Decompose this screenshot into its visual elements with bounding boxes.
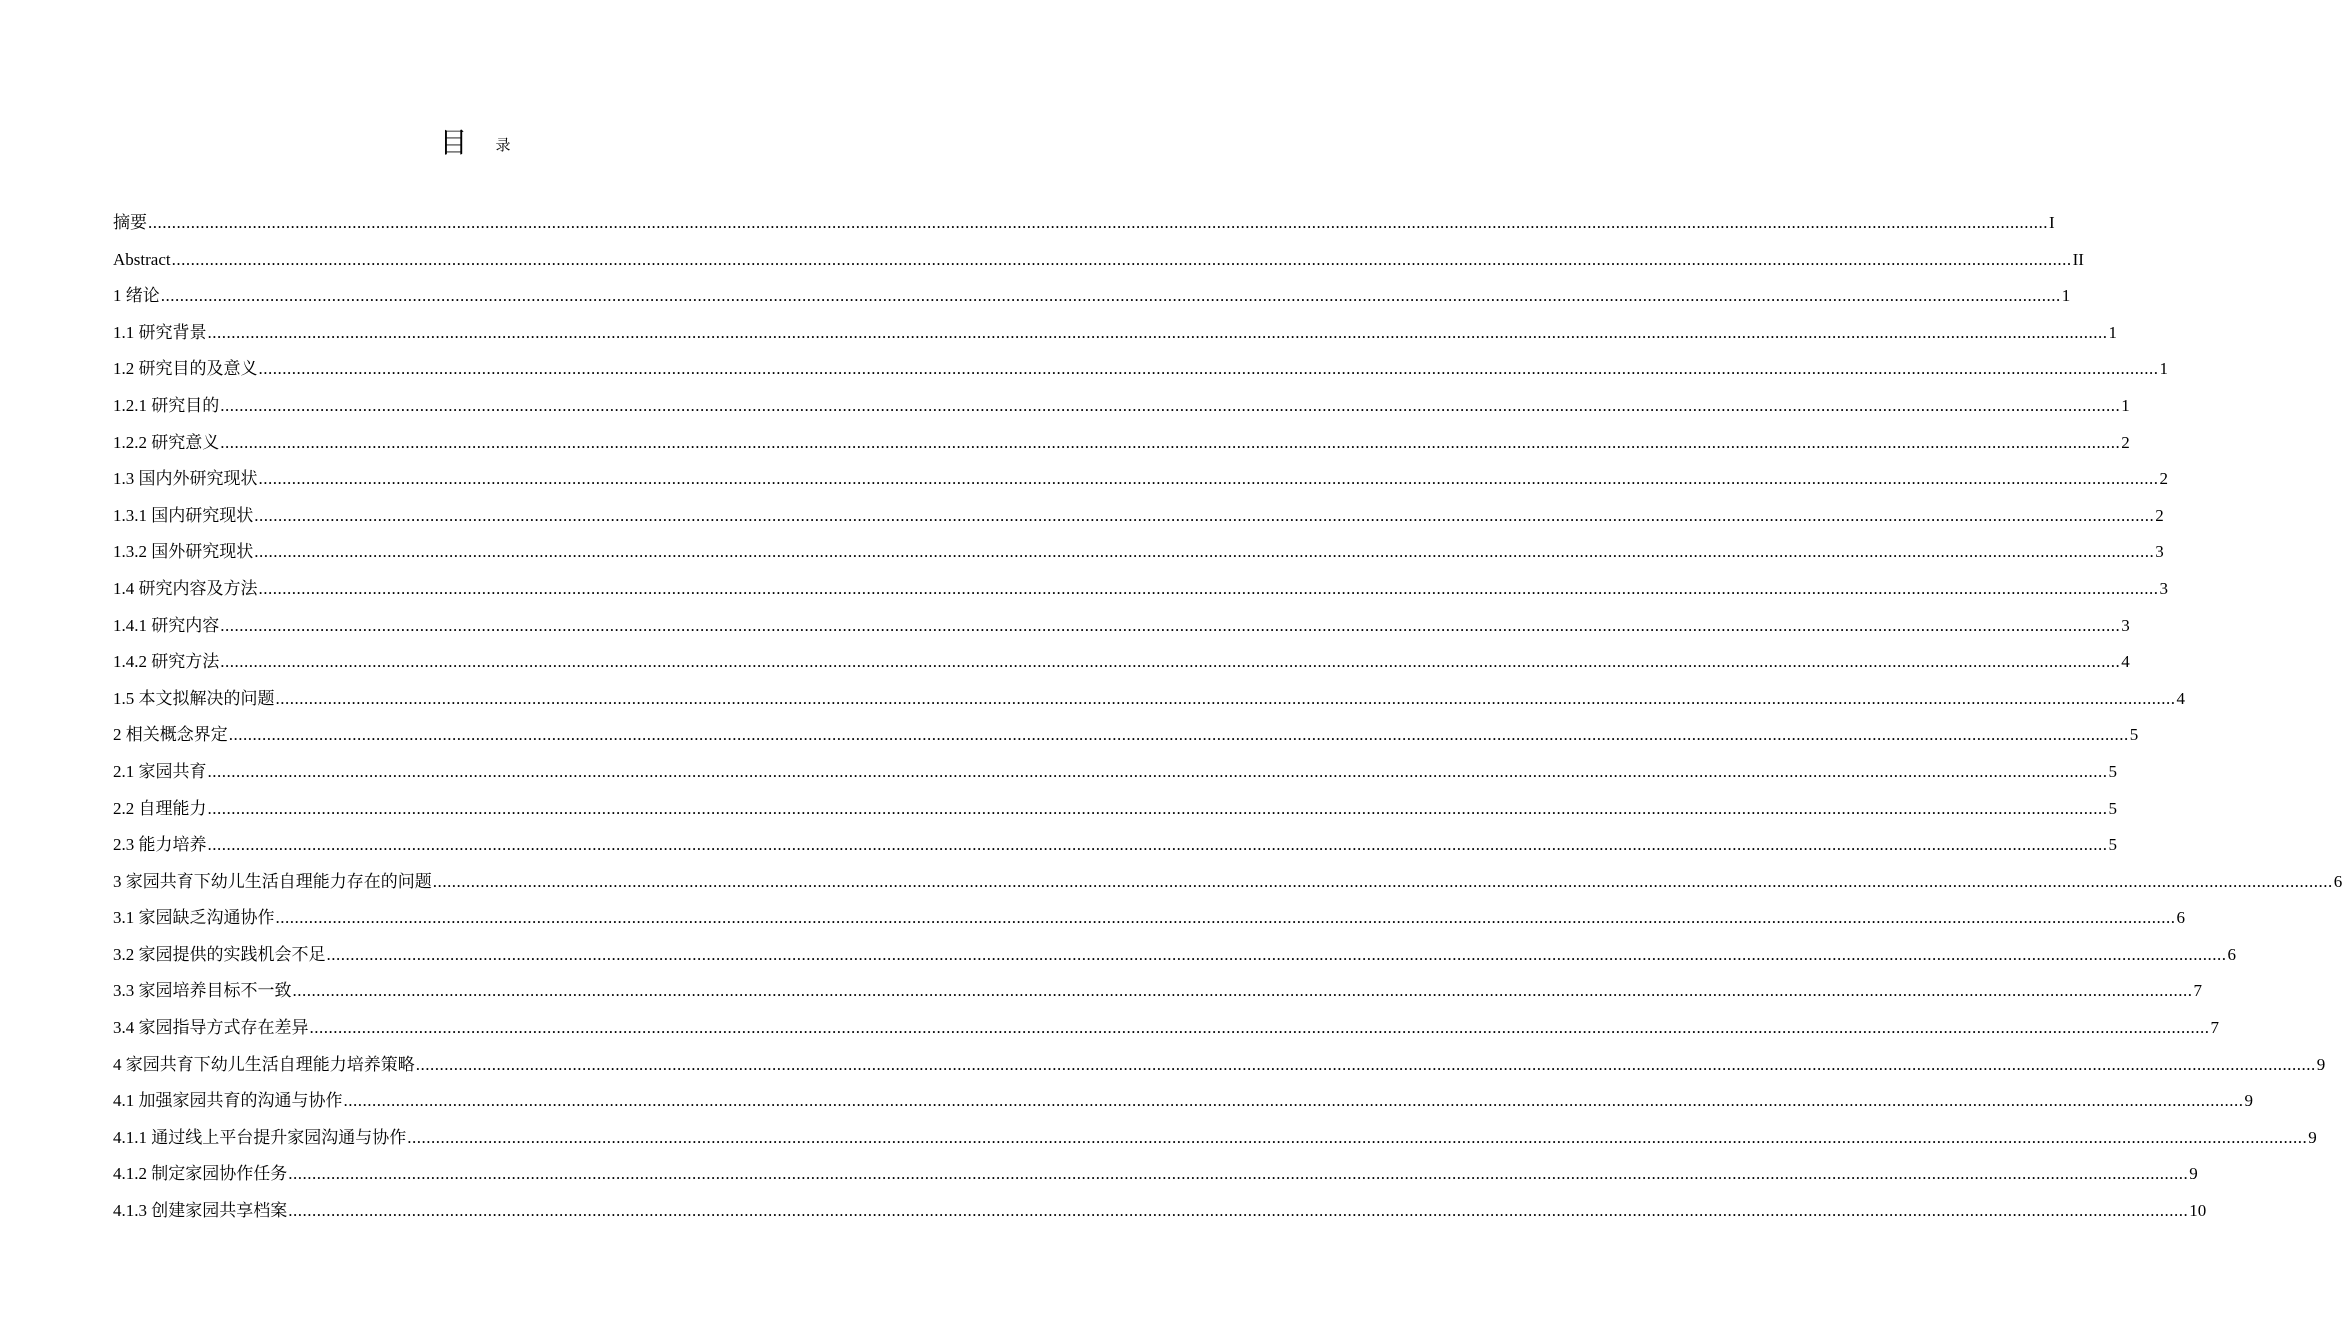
toc-entry[interactable] — [113, 212, 2055, 249]
toc-entry[interactable] — [113, 249, 2084, 286]
toc-entry[interactable] — [113, 761, 2117, 798]
toc-entry[interactable] — [113, 651, 2130, 688]
toc-entry-title: 4.1 加强家园共育的沟通与协作 — [113, 1091, 343, 1111]
toc-entry-title: 1.4.1 研究内容 — [113, 615, 220, 635]
toc-entry-page-number: 6 — [2227, 944, 2236, 964]
toc-entry-page-number: 2 — [2159, 469, 2168, 489]
toc-entry-title: 4.1.2 制定家园协作任务 — [113, 1164, 288, 1184]
toc-entry-page-number: 3 — [2159, 578, 2168, 598]
toc-entry-page-number: 2 — [2121, 432, 2130, 452]
toc-entry-page-number: 2 — [2155, 505, 2164, 525]
toc-entry[interactable] — [113, 688, 2185, 725]
toc-entry[interactable] — [113, 834, 2117, 871]
toc-entry[interactable] — [113, 541, 2164, 578]
toc-entry-title: 1 绪论 — [113, 286, 160, 306]
toc-leader-dots: ................................................................................................................................................................................................................................................................................................................................................................................................................ — [220, 615, 2121, 635]
toc-entry-title: 1.3.1 国内研究现状 — [113, 505, 254, 525]
toc-entry-page-number: 6 — [2333, 871, 2342, 891]
toc-entry-page-number: 7 — [2193, 981, 2202, 1001]
toc-leader-dots: ................................................................................................................................................................................................................................................................................................................................................................................................................ — [292, 981, 2193, 1001]
toc-entry-title: 3 家园共育下幼儿生活自理能力存在的问题 — [113, 871, 432, 891]
toc-entry-title: 1.3.2 国外研究现状 — [113, 542, 254, 562]
toc-entry[interactable] — [113, 432, 2130, 469]
toc-leader-dots: ................................................................................................................................................................................................................................................................................................................................................................................................................ — [288, 1201, 2189, 1221]
toc-entry-title: 1.2.2 研究意义 — [113, 432, 220, 452]
toc-entry-page-number: 1 — [2159, 359, 2168, 379]
toc-entry[interactable] — [113, 285, 2071, 322]
toc-leader-dots: ................................................................................................................................................................................................................................................................................................................................................................................................................ — [432, 871, 2333, 891]
toc-leader-dots: ................................................................................................................................................................................................................................................................................................................................................................................................................ — [258, 469, 2159, 489]
toc-title-main: 目 — [439, 126, 468, 159]
toc-entry-page-number: 5 — [2129, 725, 2139, 745]
toc-entry[interactable] — [113, 1163, 2198, 1200]
toc-entry-title: 3.4 家园指导方式存在差异 — [113, 1018, 309, 1038]
toc-entry-title: 2.1 家园共育 — [113, 761, 207, 781]
toc-entry-title: 4.1.3 创建家园共享档案 — [113, 1201, 288, 1221]
toc-leader-dots: ................................................................................................................................................................................................................................................................................................................................................................................................................ — [148, 213, 2048, 232]
toc-leader-dots: ................................................................................................................................................................................................................................................................................................................................................................................................................ — [254, 505, 2155, 525]
toc-leader-dots: ................................................................................................................................................................................................................................................................................................................................................................................................................ — [343, 1091, 2244, 1111]
toc-entry-title: 1.1 研究背景 — [113, 322, 207, 342]
toc-entry-title: 4.1.1 通过线上平台提升家园沟通与协作 — [113, 1127, 407, 1147]
toc-leader-dots: ................................................................................................................................................................................................................................................................................................................................................................................................................ — [326, 944, 2227, 964]
toc-leader-dots: ................................................................................................................................................................................................................................................................................................................................................................................................................ — [220, 652, 2121, 672]
toc-entry-title: 4 家园共育下幼儿生活自理能力培养策略 — [113, 1054, 415, 1074]
toc-entry-page-number: 3 — [2155, 542, 2164, 562]
toc-entry[interactable] — [113, 944, 2236, 981]
toc-entry[interactable] — [113, 615, 2130, 652]
table-of-contents — [113, 212, 2342, 1237]
toc-entry[interactable] — [113, 322, 2117, 359]
toc-entry-page-number: I — [2049, 213, 2055, 232]
toc-entry[interactable] — [113, 1054, 2326, 1091]
toc-entry[interactable] — [113, 358, 2168, 395]
toc-entry[interactable] — [113, 907, 2185, 944]
toc-leader-dots: ................................................................................................................................................................................................................................................................................................................................................................................................................ — [258, 578, 2159, 598]
toc-entry-title: 3.1 家园缺乏沟通协作 — [113, 908, 275, 928]
toc-entry[interactable] — [113, 468, 2168, 505]
toc-entry-page-number: 9 — [2316, 1054, 2326, 1074]
toc-entry-title: Abstract — [113, 249, 171, 269]
toc-entry[interactable] — [113, 871, 2342, 908]
toc-entry-page-number: 5 — [2108, 761, 2117, 781]
toc-entry-title: 1.5 本文拟解决的问题 — [113, 688, 275, 708]
toc-leader-dots: ................................................................................................................................................................................................................................................................................................................................................................................................................ — [160, 286, 2061, 306]
toc-leader-dots: ................................................................................................................................................................................................................................................................................................................................................................................................................ — [258, 359, 2159, 379]
toc-entry-page-number: 9 — [2308, 1127, 2317, 1147]
toc-entry-page-number: 1 — [2121, 395, 2130, 415]
toc-entry-title: 1.2.1 研究目的 — [113, 395, 220, 415]
toc-leader-dots: ................................................................................................................................................................................................................................................................................................................................................................................................................ — [288, 1164, 2189, 1184]
toc-entry-page-number: 9 — [2244, 1091, 2253, 1111]
toc-leader-dots: ................................................................................................................................................................................................................................................................................................................................................................................................................ — [228, 725, 2129, 745]
toc-entry-title: 2.2 自理能力 — [113, 798, 207, 818]
toc-entry-title: 1.2 研究目的及意义 — [113, 359, 258, 379]
toc-entry-title: 1.3 国内外研究现状 — [113, 469, 258, 489]
toc-leader-dots: ................................................................................................................................................................................................................................................................................................................................................................................................................ — [171, 249, 2072, 269]
toc-entry[interactable] — [113, 1017, 2219, 1054]
toc-entry-page-number: 6 — [2176, 908, 2185, 928]
toc-entry-page-number: 3 — [2121, 615, 2130, 635]
toc-entry-title: 1.4.2 研究方法 — [113, 652, 220, 672]
toc-leader-dots: ................................................................................................................................................................................................................................................................................................................................................................................................................ — [220, 395, 2121, 415]
toc-entry-title: 3.3 家园培养目标不一致 — [113, 981, 292, 1001]
toc-leader-dots: ................................................................................................................................................................................................................................................................................................................................................................................................................ — [415, 1054, 2316, 1074]
toc-leader-dots: ................................................................................................................................................................................................................................................................................................................................................................................................................ — [207, 798, 2108, 818]
toc-entry-title: 摘要 — [113, 213, 147, 232]
toc-entry-title: 1.4 研究内容及方法 — [113, 578, 258, 598]
toc-leader-dots: ................................................................................................................................................................................................................................................................................................................................................................................................................ — [207, 835, 2108, 855]
toc-leader-dots: ................................................................................................................................................................................................................................................................................................................................................................................................................ — [220, 432, 2121, 452]
toc-entry[interactable] — [113, 724, 2139, 761]
toc-entry-page-number: 1 — [2061, 286, 2071, 306]
toc-entry-page-number: 4 — [2176, 688, 2185, 708]
toc-leader-dots: ................................................................................................................................................................................................................................................................................................................................................................................................................ — [407, 1127, 2308, 1147]
toc-leader-dots: ................................................................................................................................................................................................................................................................................................................................................................................................................ — [309, 1018, 2210, 1038]
toc-leader-dots: ................................................................................................................................................................................................................................................................................................................................................................................................................ — [275, 908, 2176, 928]
toc-leader-dots: ................................................................................................................................................................................................................................................................................................................................................................................................................ — [207, 761, 2108, 781]
toc-leader-dots: ................................................................................................................................................................................................................................................................................................................................................................................................................ — [207, 322, 2108, 342]
toc-entry[interactable] — [113, 578, 2168, 615]
toc-title-sub: 录 — [495, 136, 511, 154]
toc-entry-page-number: 5 — [2108, 835, 2117, 855]
toc-leader-dots: ................................................................................................................................................................................................................................................................................................................................................................................................................ — [275, 688, 2176, 708]
toc-entry-page-number: 7 — [2210, 1018, 2219, 1038]
toc-entry-page-number: 4 — [2121, 652, 2130, 672]
toc-entry-page-number: 1 — [2108, 322, 2117, 342]
toc-entry[interactable] — [113, 798, 2117, 835]
toc-entry[interactable] — [113, 1127, 2317, 1164]
toc-entry-page-number: 5 — [2108, 798, 2117, 818]
toc-entry[interactable] — [113, 1200, 2207, 1237]
toc-entry[interactable] — [113, 505, 2164, 542]
toc-entry-title: 3.2 家园提供的实践机会不足 — [113, 944, 326, 964]
toc-entry-title: 2.3 能力培养 — [113, 835, 207, 855]
toc-leader-dots: ................................................................................................................................................................................................................................................................................................................................................................................................................ — [254, 542, 2155, 562]
toc-entry[interactable] — [113, 395, 2130, 432]
toc-title — [0, 121, 950, 161]
toc-entry-title: 2 相关概念界定 — [113, 725, 228, 745]
toc-entry[interactable] — [113, 980, 2202, 1017]
toc-entry[interactable] — [113, 1090, 2253, 1127]
toc-entry-page-number: II — [2072, 249, 2084, 269]
toc-entry-page-number: 9 — [2189, 1164, 2198, 1184]
toc-entry-page-number: 10 — [2189, 1201, 2207, 1221]
